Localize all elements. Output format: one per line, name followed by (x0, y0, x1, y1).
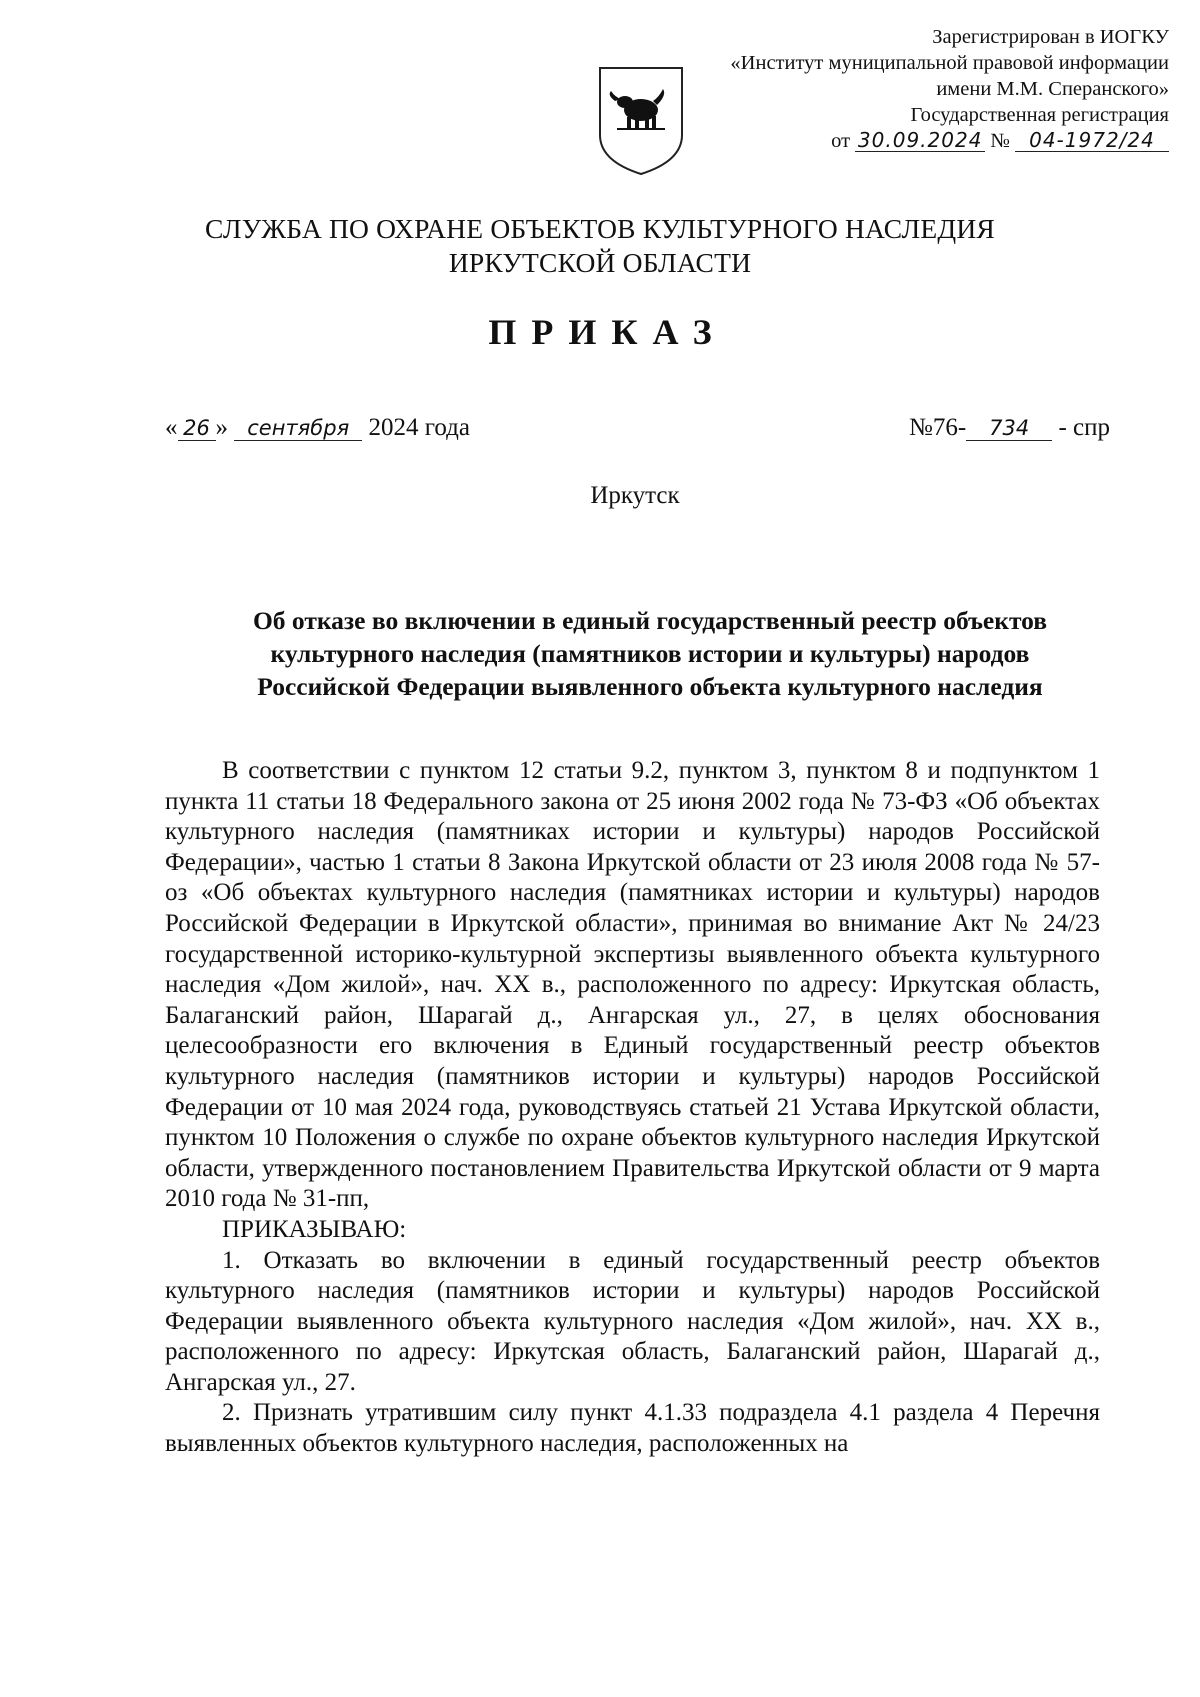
order-number-handwritten: 734 (966, 416, 1052, 441)
order-number-suffix: - спр (1058, 414, 1110, 441)
registration-line-1: Зарегистрирован в ИОГКУ (932, 26, 1169, 48)
irkutsk-coat-of-arms-icon (597, 65, 685, 177)
agency-name-line-2: ИРКУТСКОЙ ОБЛАСТИ (448, 247, 752, 278)
document-type-title: ПРИКАЗ (488, 312, 727, 352)
registration-date-handwritten: 30.09.2024 (855, 129, 985, 152)
date-year: 2024 года (368, 414, 470, 441)
registration-line-3: имени М.М. Сперанского» (936, 78, 1169, 100)
subject-line-1: Об отказе во включении в единый государственный реестр объектов (252, 606, 1048, 635)
order-subject (120, 604, 1180, 703)
city: Иркутск (590, 482, 680, 509)
registration-date-prefix: от (831, 130, 851, 152)
subject-line-3: Российской Федерации выявленного объекта культурного наследия (257, 672, 1043, 701)
preamble-paragraph: В соответствии с пунктом 12 статьи 9.2, пунктом 3, пунктом 8 и подпунктом 1 пункта 11 статьи 18 Федерального закона от 25 июня 2002 года № 73-ФЗ «Об объектах культурного наследия (памятниках истории и культуры) народов Российской Федерации», частью 1 статьи 8 Закона Иркутской области от 23 июля 2008 года № 57-оз «Об объектах культурного наследия (памятниках истории и культуры) народов Российской Федерации в Иркутской области», принимая во внимание Акт № 24/23 государственной историко-культурной экспертизы выявленного объекта культурного наследия «Дом жилой», нач. XX в., расположенного по адресу: Иркутская область, Балаганский район, Шарагай д., Ангарская ул., 27, в целях обоснования целесообразности его включения в Единый государственный реестр объектов культурного наследия (памятников истории и культуры) народов Российской Федерации от 10 мая 2024 года, руководствуясь статьей 21 Устава Иркутской области, пунктом 10 Положения о службе по охране объектов культурного наследия Иркутской области, утвержденного постановлением Правительства Иркутской области от 9 марта 2010 года № 31-пп, (165, 757, 1100, 1213)
agency-name-line-1: СЛУЖБА ПО ОХРАНЕ ОБЪЕКТОВ КУЛЬТУРНОГО НАСЛЕДИЯ (205, 213, 995, 244)
date-day-handwritten: 26 (178, 416, 216, 441)
registration-block (609, 24, 1169, 154)
agency-name (0, 212, 1200, 280)
order-item-1: 1. Отказать во включении в единый государственный реестр объектов культурного наследия (памятников истории и культуры) народов Российской Федерации выявленного объекта культурного наследия «Дом жилой», нач. XX в., расположенного по адресу: Иркутская область, Балаганский район, Шарагай д., Ангарская ул., 27. (165, 1246, 1100, 1396)
order-item-2: 2. Признать утратившим силу пункт 4.1.33 подраздела 4.1 раздела 4 Перечня выявленных объектов культурного наследия, расположенных на (165, 1399, 1100, 1458)
date-open-quote: « (165, 414, 178, 441)
registration-number-handwritten: 04-1972/24 (1015, 129, 1169, 152)
registration-number-prefix: № (990, 130, 1010, 152)
order-body (165, 756, 1100, 1460)
order-number (909, 412, 1110, 444)
registration-date-line (609, 128, 1169, 154)
date-month-handwritten: сентября (234, 416, 362, 441)
order-number-prefix: №76- (909, 414, 967, 441)
subject-line-2: культурного наследия (памятников истории и культуры) народов (270, 639, 1030, 668)
registration-line-4: Государственная регистрация (910, 104, 1169, 126)
order-date (165, 412, 470, 444)
registration-line-2: «Институт муниципальной правовой информации (730, 52, 1169, 74)
date-close-quote: » (215, 414, 228, 441)
order-word: ПРИКАЗЫВАЮ: (222, 1215, 407, 1243)
